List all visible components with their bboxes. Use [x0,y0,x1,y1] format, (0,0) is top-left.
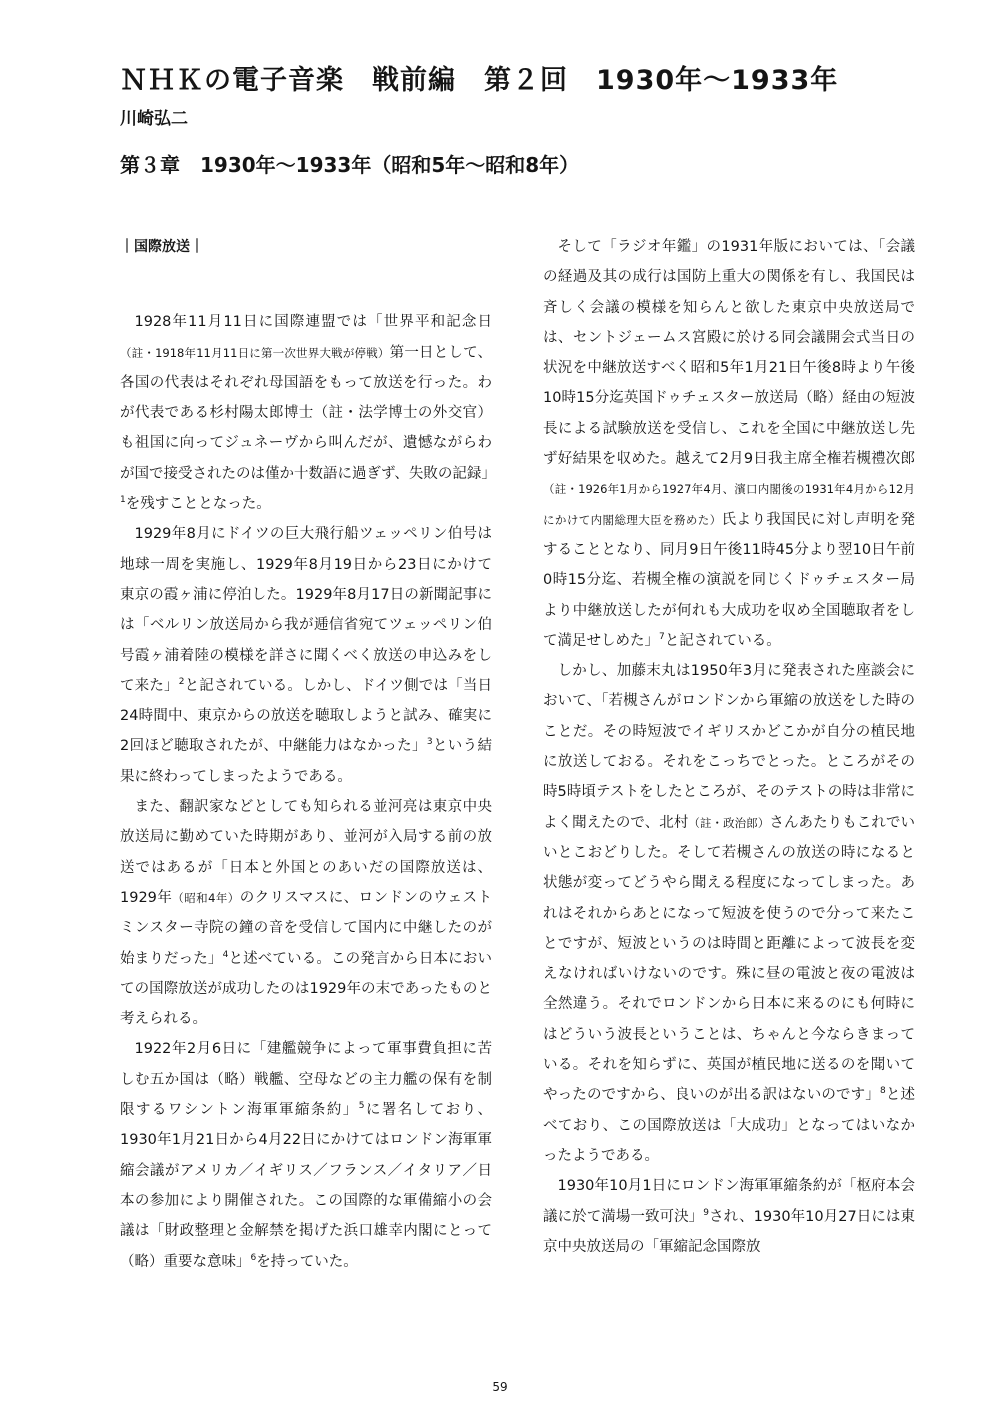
left-column [120,232,496,1277]
paragraph-text: され、1930年10月27日には東京中央放送局の「軍縮記念国際放 [543,1208,915,1255]
annotation: （註・1918年11月11日に第一次世界大戦が停戦） [120,345,390,360]
paragraph-text: のクリスマスに、ロンドンのウェストミンスター寺院の鐘の音を受信して国内に中継したのが始まりだった」 [120,889,492,967]
footnote-ref: 8 [879,1086,886,1097]
paragraph-text: そして「ラジオ年鑑」の1931年版においては、「会議の経過及其の成行は国防上重大の関係を有し、我国民は斉しく会議の模様を知らんと欲した東京中央放送局では、セントジェームス宮殿に於ける同会議開会式当日の状況を中継放送すべく昭和5年1月21日午後8時より午後10時15分迄英国ドゥチェスター放送局（略）経由の短波長による試験放送を受信し、これを全国に中継放送し先ず好結果を収めた。越えて2月9日我主席全権若槻禮次郎 [543,239,915,468]
paragraph-text: 1930年10月1日にロンドン海軍軍縮条約が「枢府本会議に於て満場一致可決」 [543,1178,915,1225]
paragraph-text: を残すこととなった。 [125,496,271,513]
page-number: 59 [492,1380,508,1394]
paragraph-text: 第一日として、各国の代表はそれぞれ母国語をもって放送を行った。わが代表である杉村陽太郎博士（註・法学博士の外交官）も祖国に向ってジュネーヴから叫んだが、遺憾ながらわが国で接受されたのは僅か十数語に過ぎず、失敗の記録」 [120,344,496,482]
paragraph [120,307,496,519]
paragraph [543,1171,915,1262]
paragraph-text: と記されている。 [664,632,781,649]
paragraph-text: と述べており、この国際放送は「大成功」となってはいなかったようである。 [543,1087,916,1164]
paragraph-text: と記されている。しかし、ドイツ側では「当日24時間中、東京からの放送を聴取しようと試み、確実に2回ほど聴取されたが、中継能力はなかった」 [120,677,492,755]
paragraph-text: さんあたりもこれでいいとこおどりした。そして若槻さんの放送の時になると状態が変ってどうやら聞える程度になってしまった。あれはそれからあとになって短波を使うので分って来たことですが、短波というのは時間と距離によって波長を変えなければいけないのです。殊に昼の電波と夜の電波は全然違う。それでロンドンから日本に来るのにも何時にはどういう波長ということは、ちゃんと今ならきまっている。それを知らずに、英国が植民地に送るのを聞いてやったのですから、良いのが出る訳はないのです」 [543,814,916,1104]
footnote-ref: 6 [250,1252,257,1263]
paragraph [543,656,915,1171]
paragraph [120,792,492,1034]
article-title: ＮＨＫの電子音楽 戦前編 第２回 1930年～1933年 [120,65,839,96]
paragraph [543,232,915,656]
paragraph-text: また、翻訳家などとしても知られる並河亮は東京中央放送局に勤めていた時期があり、並河が入局する前の放送ではあるが「日本と外国とのあいだの国際放送は、1929年 [120,799,492,906]
paragraph-text: に署名しており、1930年1月21日から4月22日にかけてはロンドン海軍軍縮会議がアメリカ／イギリス／フランス／イタリア／日本の参加により開催された。この国際的な軍備縮小の会議は「財政整理と金解禁を掲げた浜口雄幸内閣にとって（略）重要な意味」 [120,1102,493,1270]
paragraph-text: と述べている。この発言から日本においての国際放送が成功したのは1929年の末であったものと考えられる。 [120,950,493,1028]
paragraph-text: 1929年8月にドイツの巨大飛行船ツェッペリン伯号は地球一周を実施し、1929年8月19日から23日にかけて東京の霞ヶ浦に停泊した。1929年8月17日の新聞記事には「ベルリン放送局から我が逓信省宛てツェッペリン伯号霞ヶ浦着陸の模様を詳さに聞くべく放送の申込みをして来た」 [120,526,492,694]
paragraph-text: 氏より我国民に対し声明を発することとなり、同月9日午後11時45分より翌10日午前0時15分迄、若槻全権の演説を同じくドゥチェスター局より中継放送したが何れも大成功を収め全国聴取者をして満足せしめた」 [543,511,915,649]
footnote-ref: 5 [358,1101,365,1112]
paragraph-text: しかし、加藤末丸は1950年3月に発表された座談会において、「若槻さんがロンドンから軍縮の放送をした時のことだ。その時短波でイギリスかどこかが自分の植民地に放送しておる。それをこっちでとった。ところがその時5時頃テストをしたところが、そのテストの時は非常によく聞えたので、北村 [543,663,915,831]
annotation: （註・1926年1月から1927年4月、濱口内閣後の1931年4月から12月にかけて内閣総理大臣を務めた） [543,482,915,527]
footnote-ref: 3 [426,737,433,748]
annotation: （昭和4年） [172,890,240,905]
author-name: 川崎弘二 [120,109,188,129]
paragraph [120,519,492,792]
paragraph-text: を持っていた。 [256,1253,358,1270]
paragraph [120,1034,492,1276]
footnote-ref: 9 [703,1207,709,1218]
footnote-ref: 4 [222,949,229,960]
footnote-ref: 7 [659,632,665,643]
footnote-ref: 2 [178,677,185,688]
right-column [543,232,915,1262]
paragraph-text: という結果に終わってしまったようである。 [120,738,492,785]
footnote-ref: 1 [120,495,126,506]
paragraph-text: 1922年2月6日に「建艦競争によって軍事費負担に苦しむ五か国は（略）戦艦、空母などの主力艦の保有を制限するワシントン海軍軍縮条約」 [120,1041,492,1119]
annotation: （註・政治郎） [688,815,770,830]
paragraph-text: 1928年11月11日に国際連盟では「世界平和記念日 [134,314,492,331]
chapter-heading: 第３章 1930年～1933年（昭和5年～昭和8年） [120,153,580,177]
section-heading: ｜国際放送｜ [120,239,204,255]
section-spacer [120,262,492,307]
